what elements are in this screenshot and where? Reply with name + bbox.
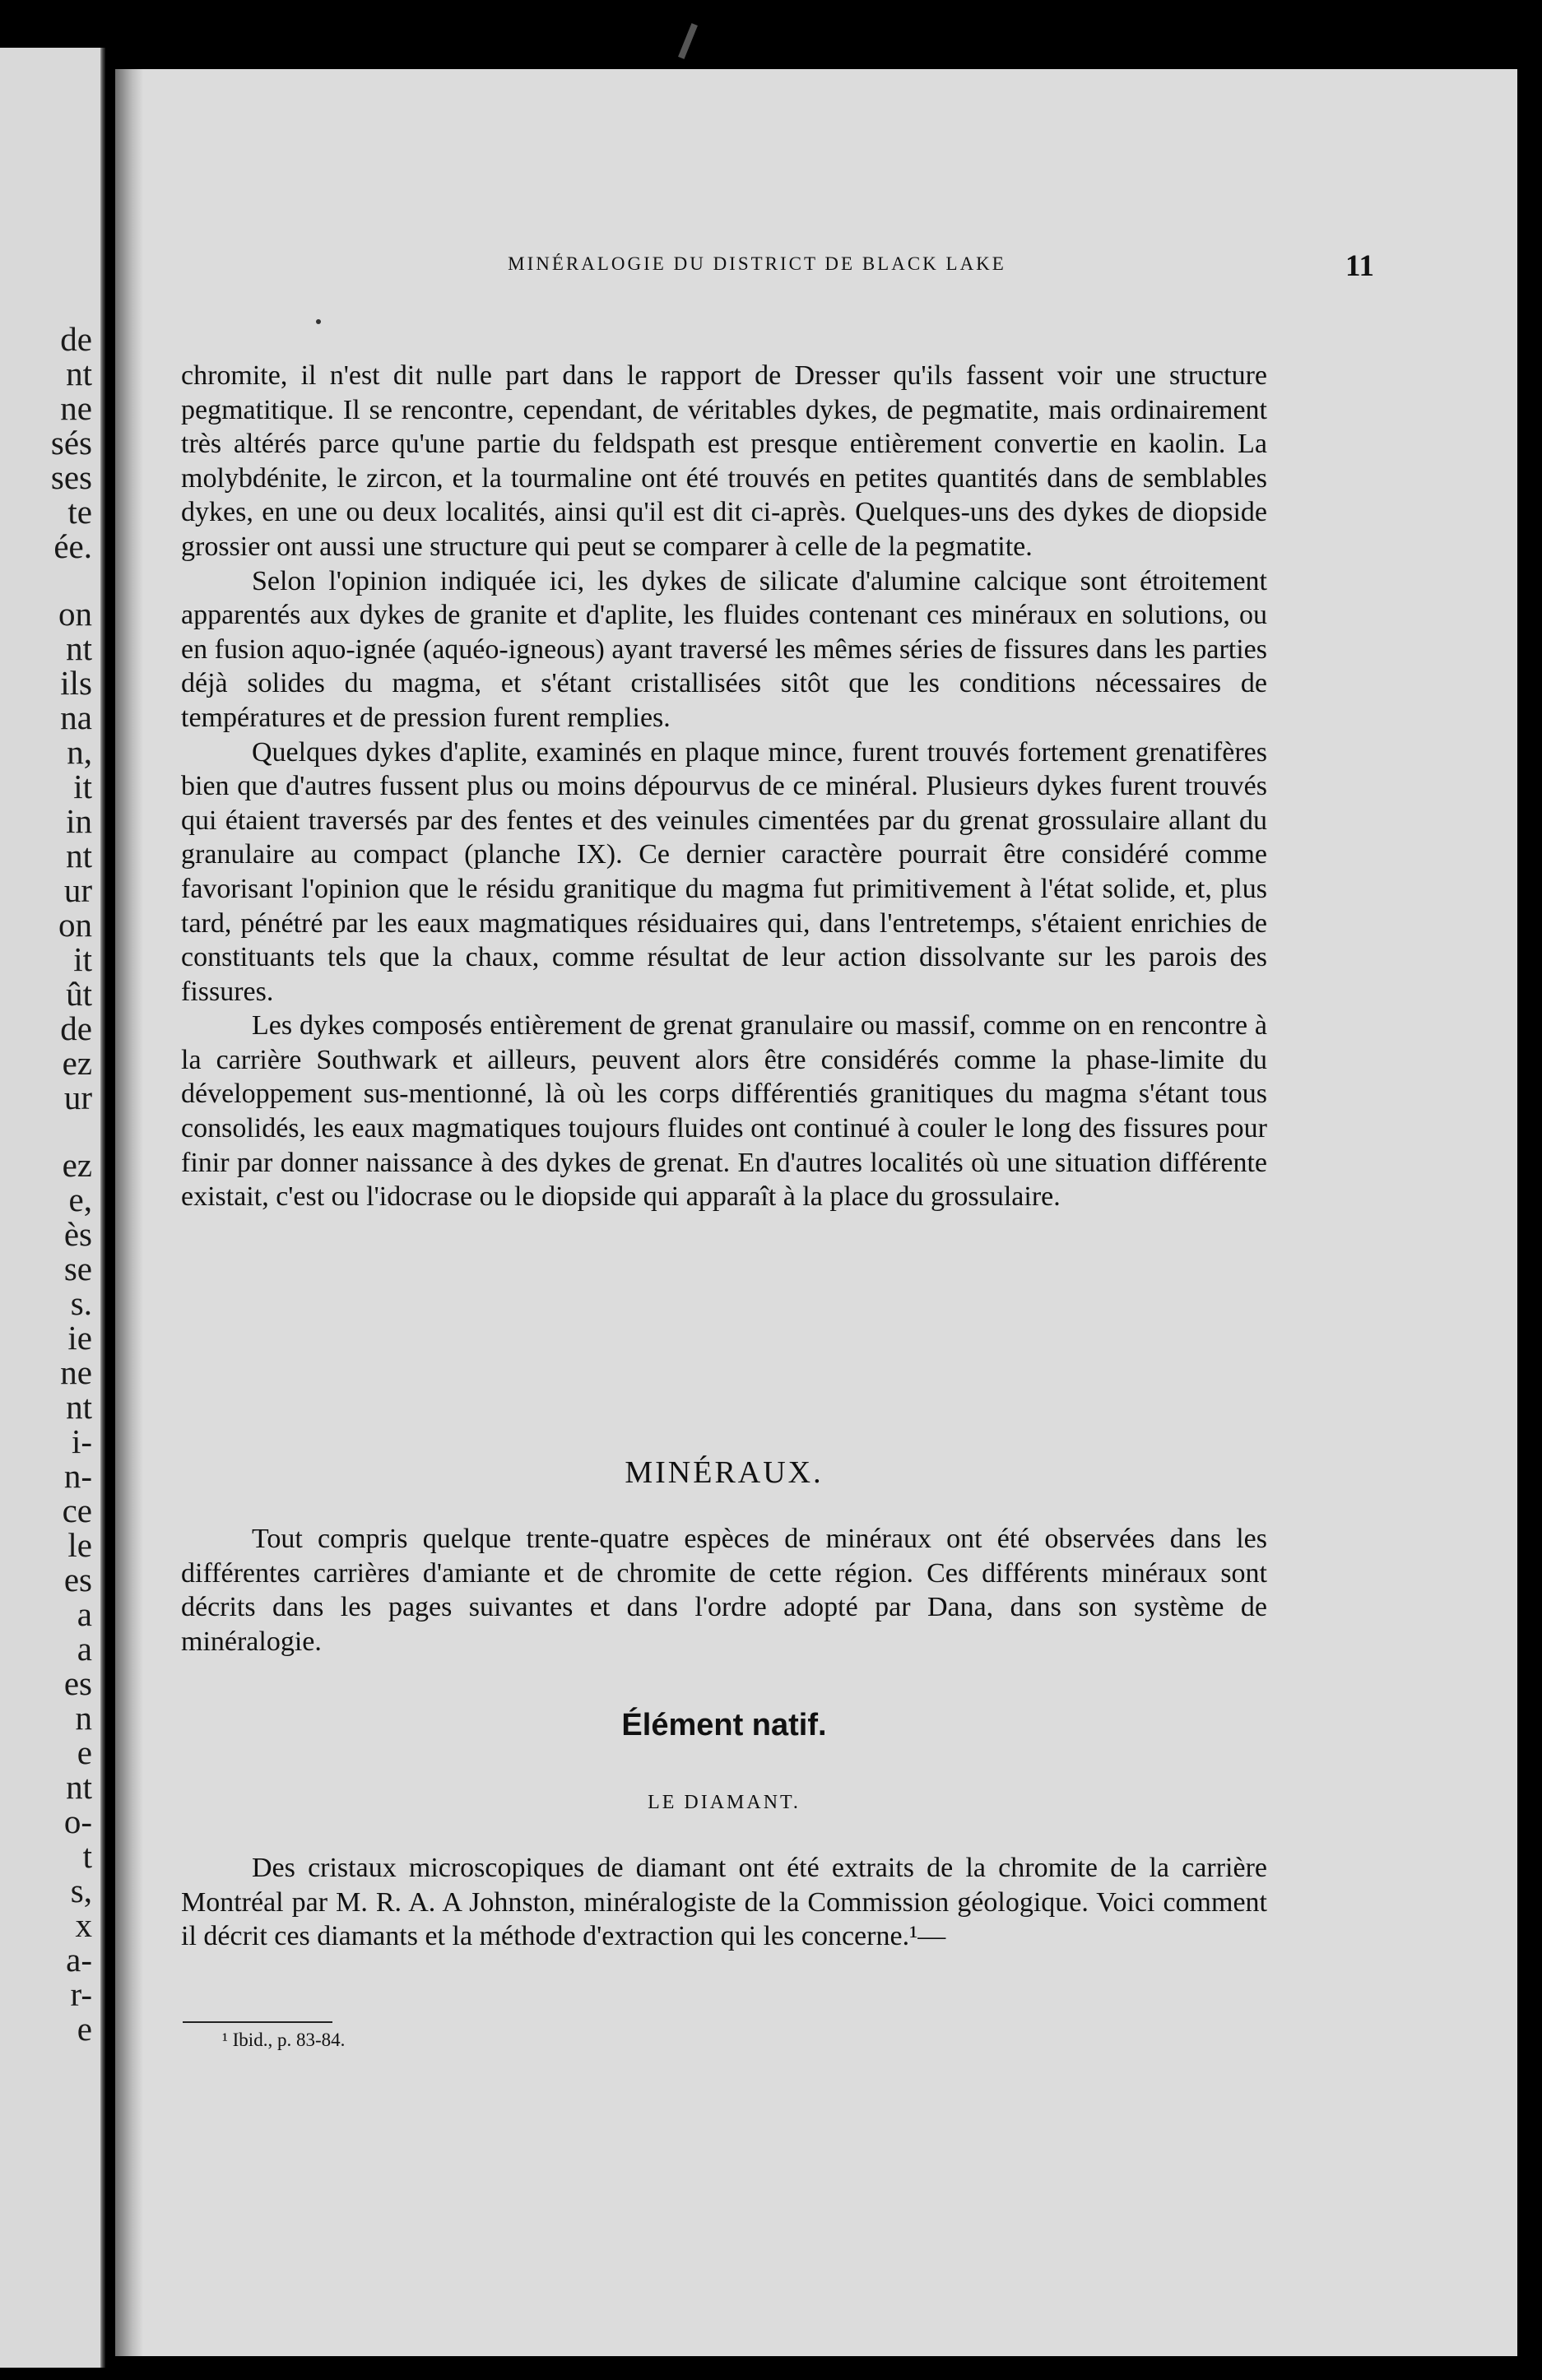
facing-page-fragment: ur (63, 871, 92, 909)
facing-page-fragment: ne (60, 389, 92, 427)
subsection-title: Élément natif. (621, 1708, 827, 1742)
facing-page-fragment: s. (70, 1284, 92, 1322)
paragraph-4: Les dykes composés entièrement de grenat granulaire ou massif, comme on en rencontre à la carrière Southwark et ailleurs, peuvent alors être considérés comme la phase-limite du développement sus-mentionné, là où les corps différentiés granitiques du magma s'étant tous consolidés, les eaux magmatiques toujours fluides ont continué à couler le long des fissures pour finir par donner naissance à des dykes de grenat. En d'autres localités où une situation différente existait, c'est ou l'idocrase ou le diopside qui apparaît à la place du grossulaire. (181, 1010, 1267, 1213)
facing-page-fragment: e (77, 2010, 92, 2048)
mineral-title: LE DIAMANT. (648, 1792, 801, 1813)
facing-page-fragment: e, (68, 1181, 92, 1218)
facing-page-fragment: sés (50, 424, 92, 462)
facing-page-fragment: on (58, 595, 92, 633)
facing-page-fragment: it (73, 768, 92, 805)
facing-page-fragment: on (58, 906, 92, 944)
facing-page-fragment: a- (66, 1941, 92, 1979)
mineral-paragraph: Des cristaux microscopiques de diamant ont été extraits de la chromite de la carrière Montréal par M. R. A. A Johnston, minéralogiste de la Commission géologique. Voici comment il décrit ces diamants et la méthode d'extraction qui les concerne.¹— (181, 1853, 1267, 1952)
mineral-body (181, 1851, 1267, 1954)
facing-page-fragment: ez (62, 1044, 92, 1082)
facing-page-fragment: de (60, 320, 92, 358)
facing-page-fragment: ne (60, 1353, 92, 1391)
section-paragraph: Tout compris quelque trente-quatre espèces de minéraux ont été observées dans les différentes carrières d'amiante et de chromite de cette région. Ces différents minéraux sont décrits dans les pages suivantes et dans l'ordre adopté par Dana, dans son système de minéralogie. (181, 1524, 1267, 1657)
facing-page-fragment: ez (62, 1146, 92, 1184)
page-number: 11 (1345, 249, 1374, 283)
facing-page-fragment: a (77, 1595, 92, 1633)
facing-page-fragment: x (75, 1906, 92, 1944)
facing-page-fragment: nt (66, 355, 92, 392)
footnote: ¹ Ibid., p. 83-84. (222, 2030, 346, 2050)
facing-page-fragment: ût (66, 975, 92, 1013)
facing-page-fragment: le (67, 1526, 92, 1564)
facing-page-fragment: nt (66, 1768, 92, 1806)
facing-page-fragment: es (63, 1664, 92, 1702)
ink-mark (678, 23, 698, 59)
gutter-shadow (115, 69, 143, 2356)
facing-page-fragment: n- (63, 1457, 92, 1495)
page-fold-shadow (100, 48, 105, 2368)
facing-page-fragment: nt (66, 1388, 92, 1426)
facing-page-fragment: it (73, 940, 92, 978)
facing-page-fragment: ur (63, 1079, 92, 1116)
facing-page-fragment: te (67, 493, 92, 531)
paragraph-1: chromite, il n'est dit nulle part dans le rapport de Dresser qu'ils fassent voir une structure pegmatitique. Il se rencontre, cependant, de véritables dykes, de pegmatite, mais ordinairement très altérés parce qu'une partie du feldspath est presque entièrement convertie en kaolin. La molybdénite, le zircon, et la tourmaline ont été trouvés en petites quantités dans de semblables dykes, en une ou deux localités, ainsi qu'il est dit ci-après. Quelques-uns des dykes de diopside grossier ont aussi une structure qui peut se comparer à celle de la pegmatite. (181, 360, 1267, 562)
facing-page-fragment: de (60, 1009, 92, 1047)
facing-page-fragment: ès (63, 1215, 92, 1253)
facing-page-fragment: n (75, 1699, 92, 1737)
facing-page-fragment: a (77, 1630, 92, 1668)
section-body (181, 1522, 1267, 1659)
facing-page-fragment: ils (60, 664, 92, 702)
paragraph-3: Quelques dykes d'aplite, examinés en plaque mince, furent trouvés fortement grenatifères bien que d'autres fussent plus ou moins dépourvus de ce minéral. Plusieurs dykes furent trouvés qui étaient traversés par des fentes et des veinules cimentées par du grenat grossulaire allant du granulaire au compact (planche IX). Ce dernier caractère pourrait être considéré comme favorisant l'opinion que le résidu granitique du magma fut primitivement à l'état solide, et, plus tard, pénétré par les eaux magmatiques résiduaires qui, dans l'entretemps, s'étaient enrichies de constituants tels que la chaux, comme résultat de leur action dissolvante sur les parois des fissures. (181, 736, 1267, 1007)
ink-dot (316, 319, 321, 324)
facing-page-fragment: ses (50, 458, 92, 496)
facing-page-fragment: ce (62, 1492, 92, 1529)
facing-page-fragment: in (66, 802, 92, 840)
facing-page-fragment: nt (66, 837, 92, 875)
facing-page-fragment: nt (66, 629, 92, 667)
facing-page-fragment: es (63, 1561, 92, 1598)
facing-page-edge (0, 48, 105, 2368)
facing-page-fragment: se (63, 1250, 92, 1287)
running-head (321, 248, 1374, 285)
body-text-top (181, 359, 1267, 1214)
facing-page-fragment: na (60, 698, 92, 736)
paragraph-2: Selon l'opinion indiquée ici, les dykes de silicate d'alumine calcique sont étroitement apparentés aux dykes de granite et d'aplite, les fluides contenant ces minéraux en solutions, ou en fusion aquo-ignée (aquéo-igneous) ayant traversé les mêmes séries de fissures dans les parties déjà solides du magma, et s'étant cristallisées sitôt que les conditions nécessaires de températures et de pression furent remplies. (181, 565, 1267, 733)
section-title: MINÉRAUX. (625, 1455, 824, 1490)
running-title: MINÉRALOGIE DU DISTRICT DE BLACK LAKE (508, 253, 1006, 274)
facing-page-fragment: i- (71, 1422, 92, 1460)
facing-page-fragment: o- (63, 1802, 92, 1840)
facing-page-fragment: s, (70, 1872, 92, 1909)
facing-page-fragment: ie (67, 1319, 92, 1357)
facing-page-fragment: t (82, 1837, 92, 1875)
footnote-rule (183, 2021, 332, 2023)
facing-page-fragment: r- (70, 1975, 92, 2013)
facing-page-fragment: ée. (53, 527, 92, 565)
facing-page-fragment: n, (67, 733, 92, 771)
facing-page-fragment: e (77, 1733, 92, 1771)
